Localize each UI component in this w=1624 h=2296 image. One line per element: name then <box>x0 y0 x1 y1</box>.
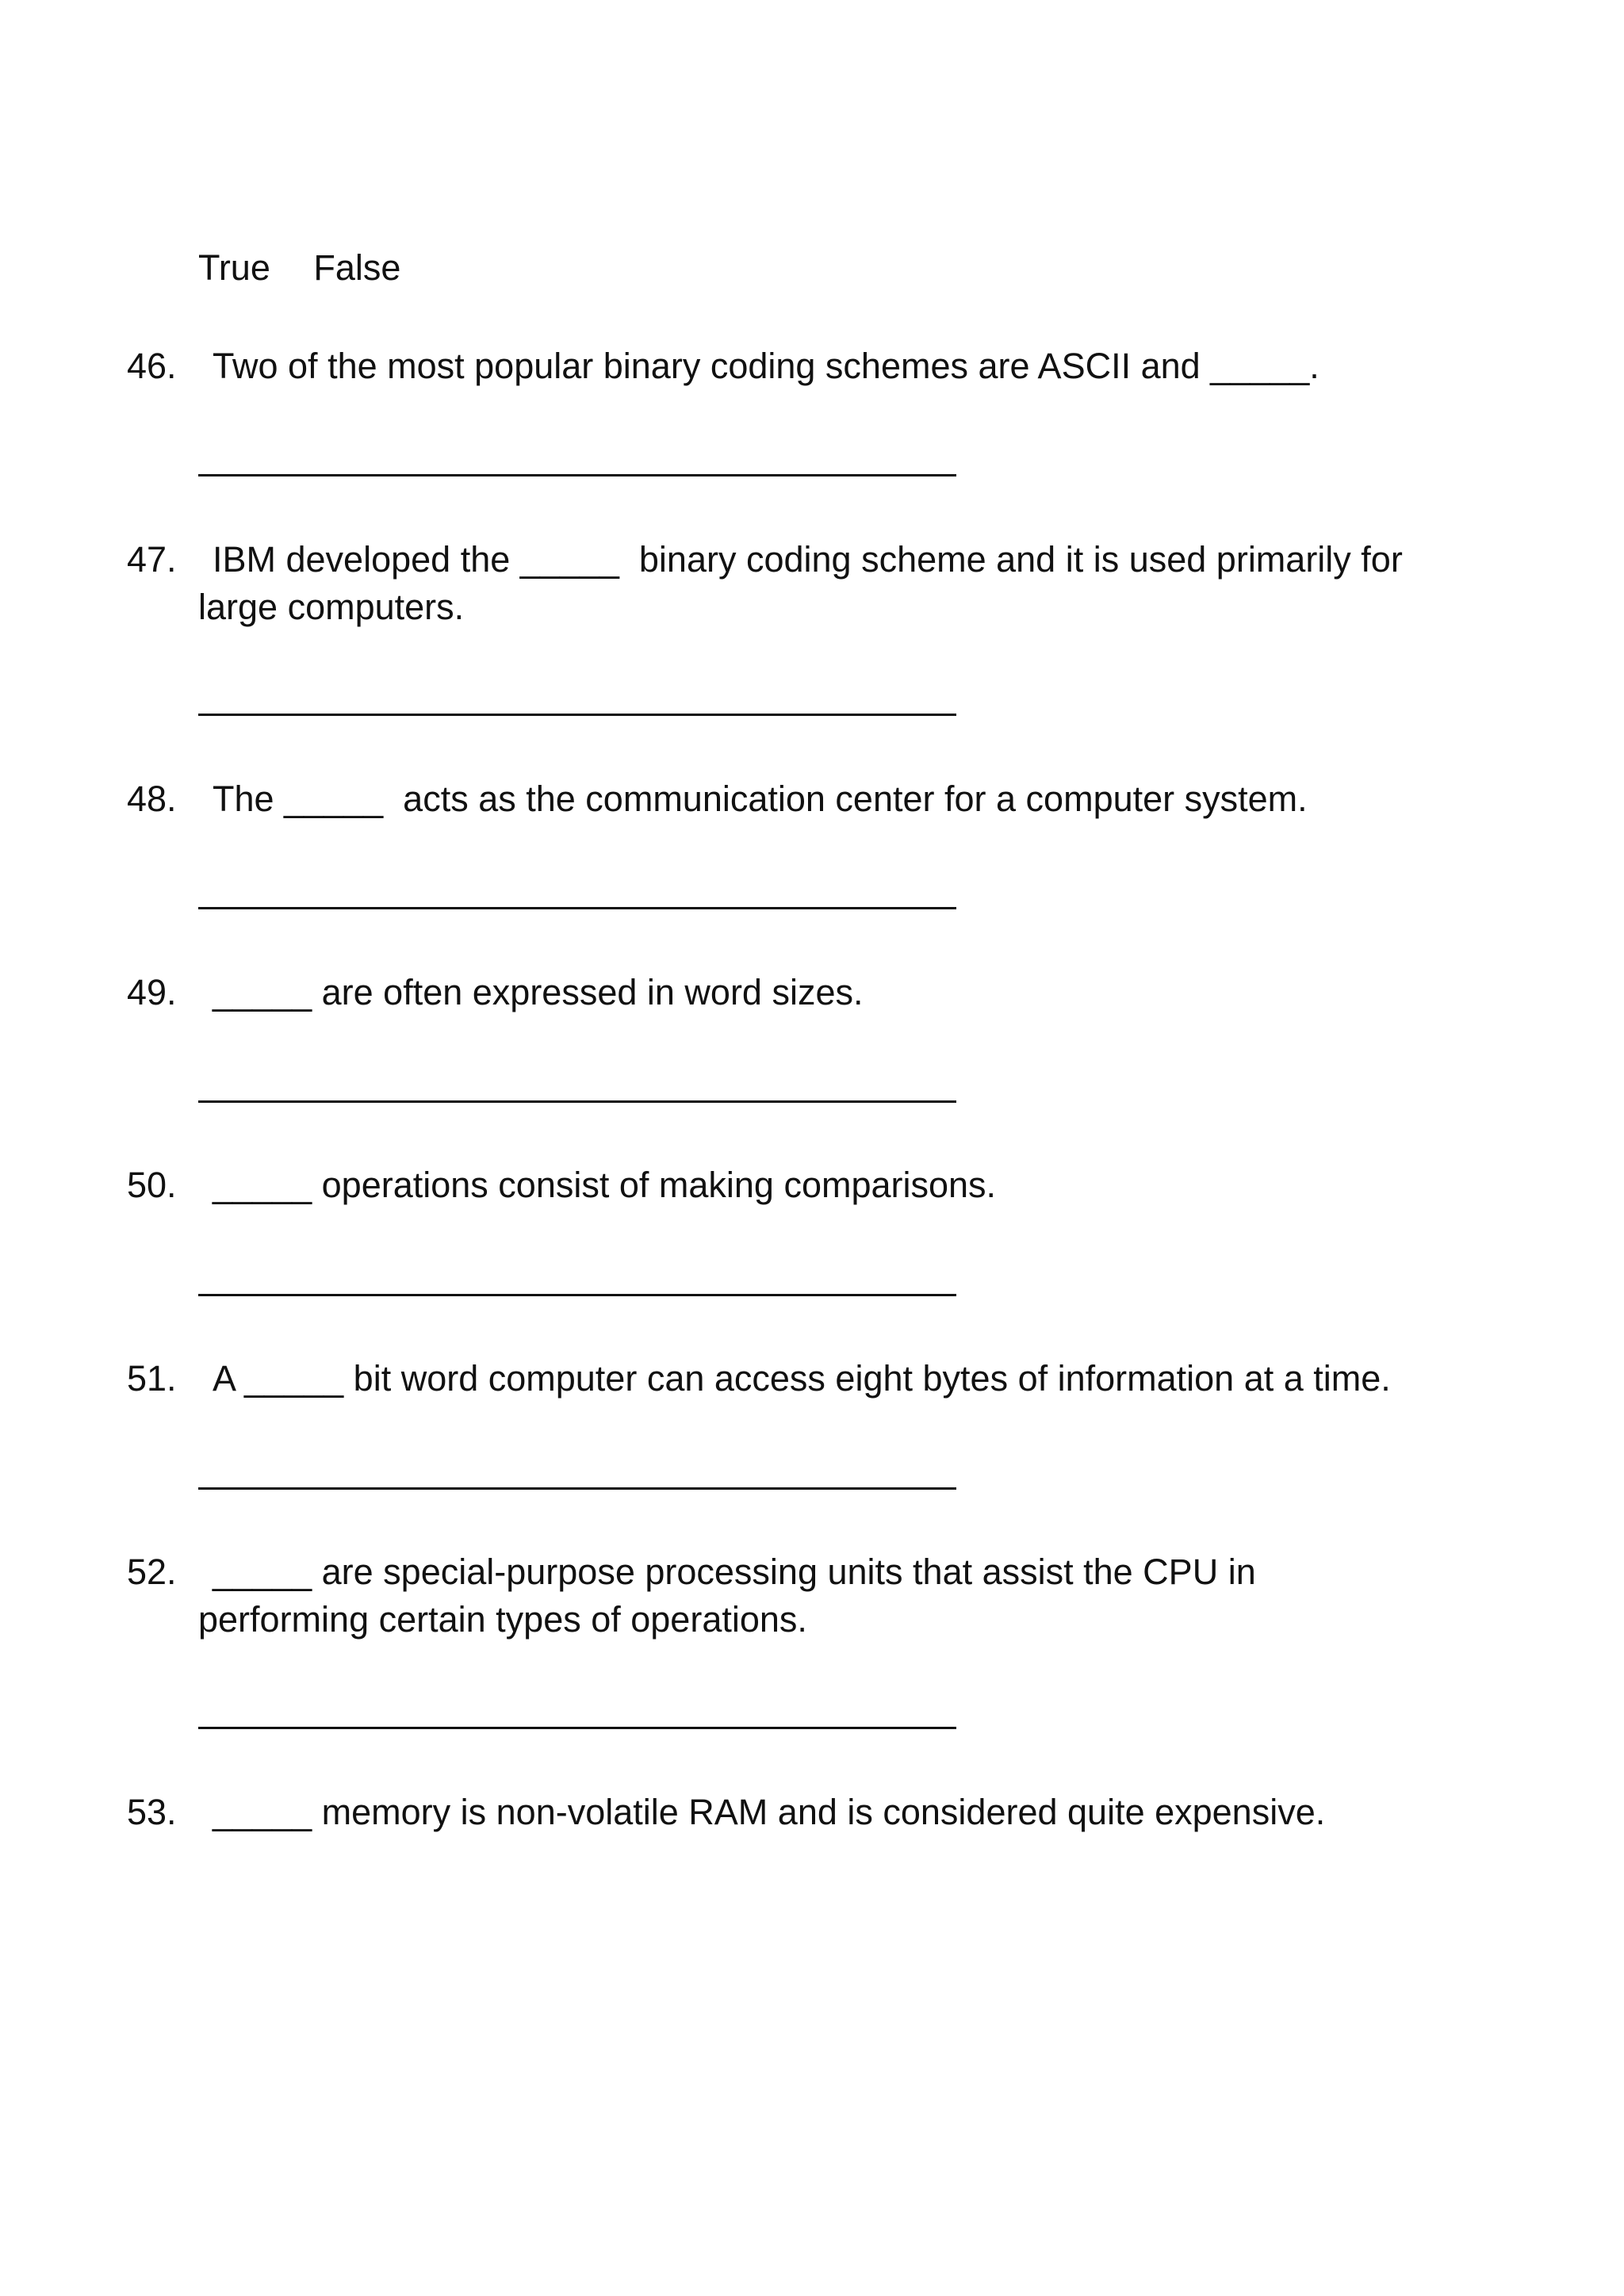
question-50 <box>127 1161 1435 1209</box>
question-49 <box>127 969 1435 1016</box>
answer-line-49[interactable] <box>198 1100 956 1103</box>
question-number: 46. <box>127 346 177 386</box>
question-text: Two of the most popular binary coding schemes are ASCII and _____. <box>213 346 1320 386</box>
question-48 <box>127 775 1435 823</box>
question-52 <box>127 1548 1427 1644</box>
question-number: 48. <box>127 779 177 819</box>
question-number: 49. <box>127 972 177 1012</box>
answer-line-48[interactable] <box>198 907 956 909</box>
question-number: 53. <box>127 1792 177 1832</box>
answer-line-50[interactable] <box>198 1294 956 1296</box>
question-text: _____ are often expressed in word sizes. <box>213 972 864 1012</box>
question-text: A _____ bit word computer can access eight bytes of information at a time. <box>213 1358 1391 1399</box>
question-number: 51. <box>127 1358 177 1399</box>
question-46 <box>127 342 1435 390</box>
question-text: _____ are special-purpose processing units that assist the CPU in performing certain types of operations. <box>198 1552 1266 1640</box>
answer-line-52[interactable] <box>198 1727 956 1729</box>
question-text: The _____ acts as the communication center for a computer system. <box>213 779 1308 819</box>
question-text: _____ memory is non-volatile RAM and is considered quite expensive. <box>213 1792 1326 1832</box>
answer-line-51[interactable] <box>198 1487 956 1490</box>
question-47 <box>127 536 1427 631</box>
question-text: IBM developed the _____ binary coding scheme and it is used primarily for large computers. <box>198 539 1413 627</box>
question-number: 50. <box>127 1165 177 1205</box>
question-text: _____ operations consist of making comparisons. <box>213 1165 997 1205</box>
question-number: 52. <box>127 1552 177 1592</box>
false-option: False <box>313 247 401 288</box>
question-51 <box>127 1355 1435 1402</box>
question-number: 47. <box>127 539 177 580</box>
answer-line-46[interactable] <box>198 474 956 476</box>
true-false-options <box>198 244 434 292</box>
answer-line-47[interactable] <box>198 714 956 716</box>
true-option: True <box>198 247 270 288</box>
question-53 <box>127 1789 1435 1836</box>
